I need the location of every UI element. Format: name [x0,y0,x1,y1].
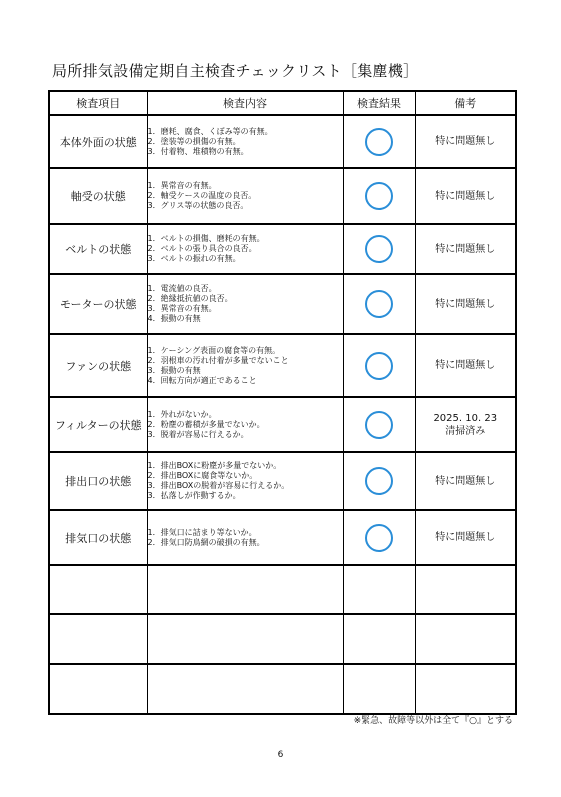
item-cell: フィルターの状態 [49,397,147,452]
content-line: 2．粉塵の蓄積が多量でないか。 [147,419,265,429]
remarks-text: 特に問題無し [435,532,496,543]
content-cell [147,168,343,224]
content-line: 2．羽根車の汚れ付着が多量でないこと [147,355,289,365]
item-cell: 排出口の状態 [49,452,147,510]
remarks-cell [415,397,516,452]
inspection-checklist-table [48,90,517,715]
empty-table-row [49,614,516,664]
result-cell[interactable] [343,397,415,452]
remarks-text: 特に問題無し [435,243,496,255]
circle-mark-icon [365,128,393,156]
content-line: 1．異常音の有無。 [147,181,217,190]
empty-table-row [49,664,516,714]
remarks-text: 特に問題無し [435,475,496,487]
circle-mark-icon [365,524,393,552]
content-line: 3．付着物、堆積物の有無。 [147,146,249,156]
remarks-cell [415,334,516,397]
header-inspection-item: 検査項目 [49,91,147,115]
result-cell[interactable] [343,168,415,224]
item-cell: ベルトの状態 [49,224,147,274]
empty-cell[interactable] [415,565,516,614]
content-cell [147,452,343,510]
content-line: 1．排気口に詰まり等ないか。 [147,527,257,537]
table-row [49,397,516,452]
header-remarks: 備考 [415,91,516,115]
content-line: 3．グリス等の状態の良否。 [147,201,249,210]
content-cell [147,510,343,565]
circle-mark-icon [365,352,393,380]
content-cell [147,274,343,334]
circle-mark-icon [365,182,393,210]
header-inspection-result: 検査結果 [343,91,415,115]
content-line: 3．排出BOXの脱着が容易に行えるか。 [147,481,290,490]
content-line: 2．排気口防鳥網の破損の有無。 [147,537,265,547]
empty-cell[interactable] [343,664,415,714]
empty-cell[interactable] [49,565,147,614]
result-cell[interactable] [343,274,415,334]
content-line: 3．払落しが作動するか。 [147,491,241,500]
content-line: 1．ケーシング表面の腐食等の有無。 [147,345,281,355]
empty-table-row [49,565,516,614]
content-line: 2．絶縁抵抗値の良否。 [147,294,233,303]
content-line: 2．軸受ケースの温度の良否。 [147,191,257,200]
remarks-cell [415,274,516,334]
content-line: 4．回転方向が適正であること [147,375,257,385]
table-row [49,115,516,168]
content-line: 3．異常音の有無。 [147,304,217,313]
table-row [49,168,516,224]
empty-cell[interactable] [415,614,516,664]
circle-mark-icon [365,467,393,495]
result-cell[interactable] [343,510,415,565]
header-inspection-content: 検査内容 [147,91,343,115]
circle-mark-icon [365,411,393,439]
content-cell [147,224,343,274]
result-cell[interactable] [343,224,415,274]
empty-cell[interactable] [343,565,415,614]
content-line: 3．脱着が容易に行えるか。 [147,429,249,439]
content-line: 1．磨耗、腐食、くぼみ等の有無。 [147,126,273,136]
content-cell [147,115,343,168]
content-line: 4．振動の有無 [147,314,201,323]
table-row [49,334,516,397]
content-cell [147,334,343,397]
remarks-text: 特に問題無し [435,190,496,202]
remarks-text: 特に問題無し [435,360,496,371]
empty-cell[interactable] [415,664,516,714]
item-cell: モーターの状態 [49,274,147,334]
item-cell: 軸受の状態 [49,168,147,224]
remarks-text: 特に問題無し [435,136,496,147]
content-line: 2．ベルトの張り具合の良否。 [147,244,257,253]
table-row [49,274,516,334]
empty-cell[interactable] [147,565,343,614]
content-line: 3．ベルトの振れの有無。 [147,254,241,263]
remarks-cell [415,168,516,224]
empty-cell[interactable] [343,614,415,664]
content-cell [147,397,343,452]
content-line: 1．電流値の良否。 [147,284,217,293]
page-number: 6 [277,750,284,760]
content-line: 2．塗装等の損傷の有無。 [147,136,241,146]
circle-mark-icon [365,235,393,263]
content-line: 3．振動の有無 [147,365,201,375]
empty-cell[interactable] [147,664,343,714]
empty-cell[interactable] [147,614,343,664]
remarks-cell [415,115,516,168]
empty-cell[interactable] [49,614,147,664]
content-line: 1．外れがないか。 [147,409,217,419]
remarks-cell [415,510,516,565]
item-cell: ファンの状態 [49,334,147,397]
remarks-cell [415,224,516,274]
table-row [49,452,516,510]
remarks-text: 清掃済み [445,425,486,437]
result-cell[interactable] [343,334,415,397]
result-cell[interactable] [343,452,415,510]
item-cell: 排気口の状態 [49,510,147,565]
content-line: 1．排出BOXに粉塵が多量でないか。 [147,461,282,470]
empty-cell[interactable] [49,664,147,714]
remarks-date: 2025. 10. 23 [433,412,498,424]
content-line: 1．ベルトの損傷、磨耗の有無。 [147,234,265,243]
result-cell[interactable] [343,115,415,168]
table-header-row [49,91,516,115]
table-row [49,510,516,565]
footnote: ※緊急、故障等以外は全て『○』とする [353,716,513,726]
page-title: 局所排気設備定期自主検査チェックリスト［集塵機］ [52,62,419,80]
item-cell: 本体外面の状態 [49,115,147,168]
remarks-text: 特に問題無し [435,298,496,310]
table-row [49,224,516,274]
circle-mark-icon [365,290,393,318]
remarks-cell [415,452,516,510]
content-line: 2．排出BOXに腐食等ないか。 [147,471,258,480]
